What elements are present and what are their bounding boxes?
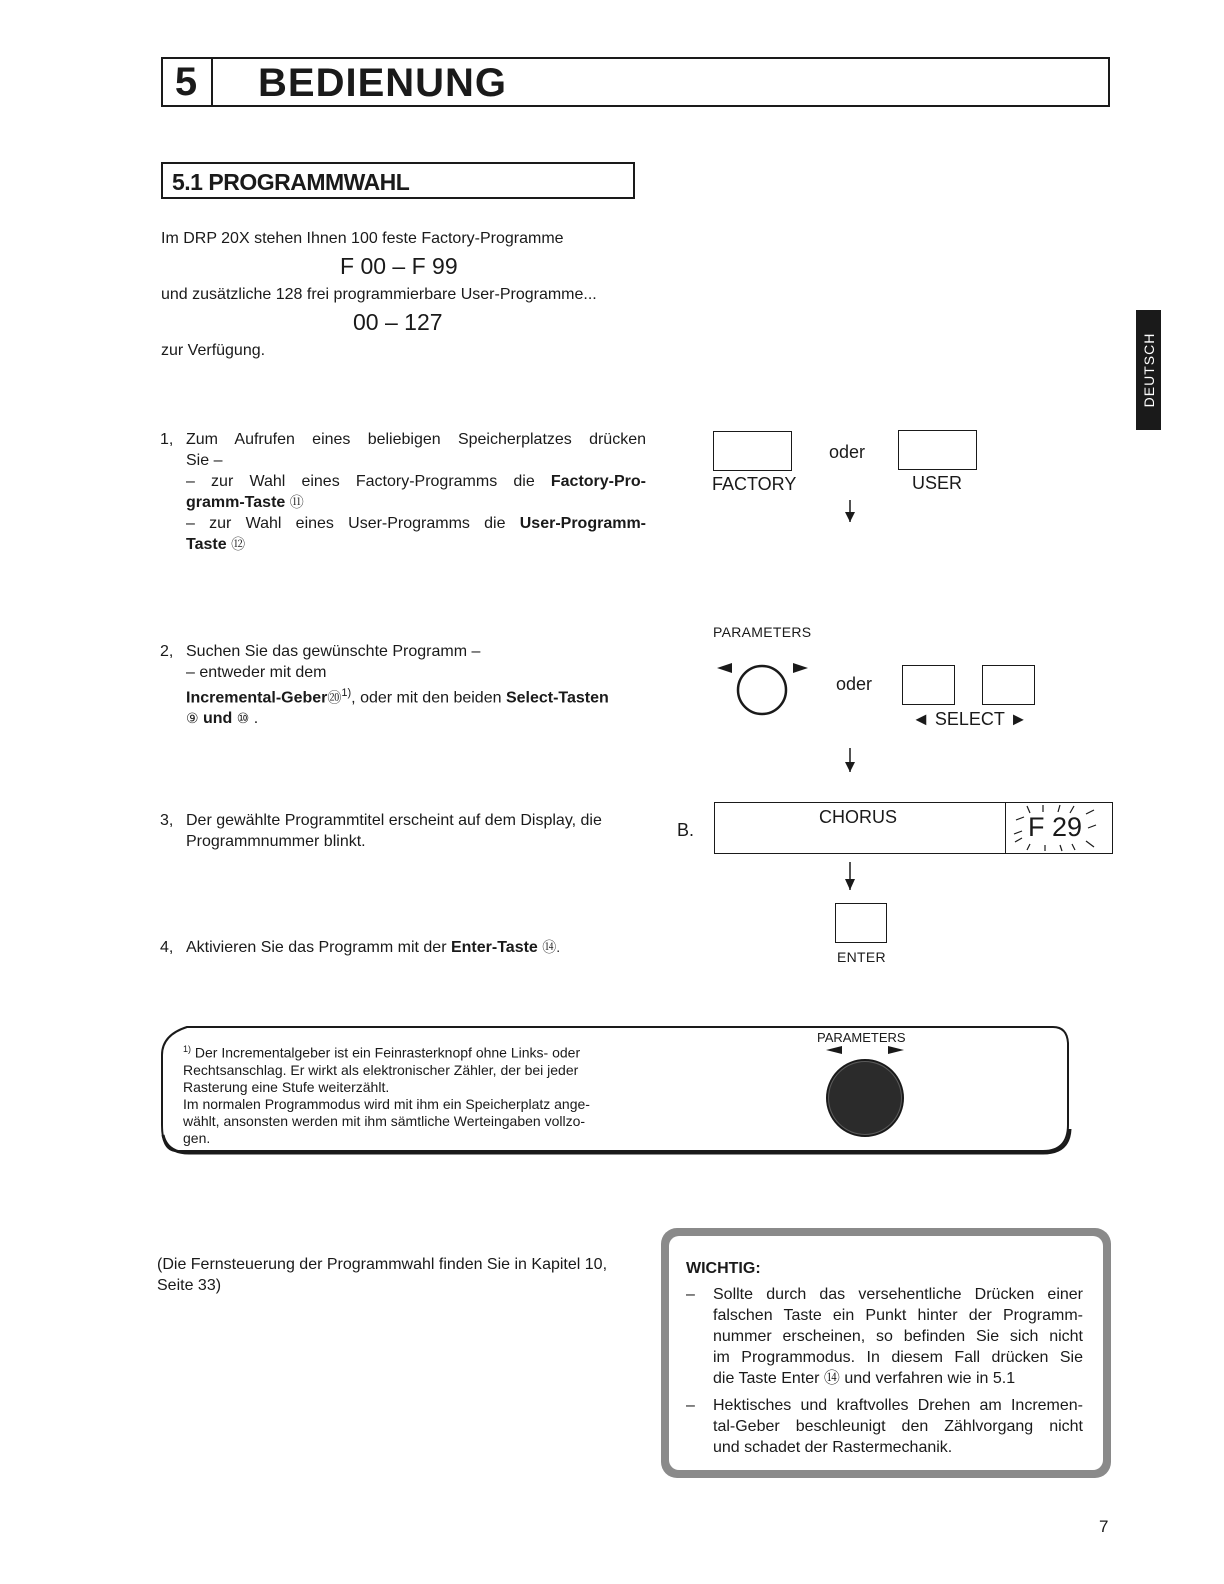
footnote-parameters-label: PARAMETERS: [817, 1030, 906, 1045]
user-key-name: User-Programm-: [519, 515, 646, 532]
factory-range: F 00 – F 99: [340, 253, 458, 279]
ref-14: ⑭.: [542, 939, 561, 955]
step-2: [160, 641, 646, 729]
ref-12: ⑫: [231, 536, 246, 552]
user-key-label: USER: [912, 473, 963, 493]
remote-note-line-1: (Die Fernsteuerung der Programmwahl finden Sie in Kapitel 10,: [157, 1256, 608, 1273]
footnote-line-6: gen.: [183, 1129, 211, 1146]
important-b2-line-1: Hektisches und kraftvolles Drehen am Incremen-: [713, 1397, 1083, 1414]
step-2-line-1: Suchen Sie das gewünschte Programm –: [186, 643, 481, 660]
important-b1-line-5: die Taste Enter ⑭ und verfahren wie in 5.1: [713, 1370, 1016, 1387]
step-1-text-2: – zur Wahl eines User-Programms die: [186, 515, 520, 532]
display-prefix: B.: [677, 820, 695, 840]
step-2-line-3: [186, 683, 646, 708]
parameters-label: PARAMETERS: [713, 624, 812, 640]
footnote-ref: 1): [341, 687, 352, 699]
step-1: [160, 429, 646, 555]
select-left-key[interactable]: [902, 665, 955, 705]
incremental-knob-icon[interactable]: [714, 658, 814, 725]
ref-9: ⑨: [186, 710, 199, 727]
step-2-line-4: [186, 708, 646, 729]
bullet-dash-2: –: [686, 1397, 695, 1414]
footnote-line-1: [183, 1041, 643, 1062]
remote-note-line-2: Seite 33): [157, 1277, 222, 1294]
footnote-line-4: Im normalen Programmodus wird mit ihm ein Speicherplatz ange-: [183, 1095, 590, 1112]
step-4-text: Aktivieren Sie das Programm mit der: [186, 939, 451, 956]
step-3: [160, 810, 646, 852]
important-b1-line-3: nummer erscheinen, so befinden Sie sich nicht: [713, 1328, 1083, 1345]
display-number: F 29: [1028, 812, 1083, 842]
enter-key-name: Enter-Taste: [450, 939, 538, 956]
important-bullet-2: [713, 1395, 1083, 1458]
user-key[interactable]: [898, 430, 977, 470]
ref-11: ⑪: [289, 494, 304, 510]
dial-knob-icon: [822, 1043, 912, 1143]
period: .: [249, 710, 259, 728]
language-tab-label: DEUTSCH: [1140, 332, 1157, 408]
section-title: 5.1 PROGRAMMWAHL: [172, 169, 410, 195]
intro-line-2: und zusätzliche 128 frei programmierbare User-Programme...: [161, 286, 597, 303]
footnote-sup: 1): [183, 1044, 192, 1054]
footnote-line-5: wählt, ansonsten werden mit ihm sämtliche Werteingaben vollzo-: [183, 1112, 586, 1129]
important-b2-line-3: und schadet der Rastermechanik.: [713, 1439, 953, 1456]
incremental-name: Incremental-Geber: [186, 689, 328, 707]
intro-line-1: Im DRP 20X stehen Ihnen 100 feste Factory-Programme: [161, 230, 564, 247]
important-title: WICHTIG:: [686, 1260, 761, 1277]
factory-key[interactable]: [713, 431, 792, 471]
step-3-line-1: Der gewählte Programmtitel erscheint auf dem Display, die: [186, 812, 602, 829]
step-2-line-2: – entweder mit dem: [186, 664, 327, 681]
oder-label-2: oder: [836, 674, 873, 694]
step-1-text: – zur Wahl eines Factory-Programms die: [186, 473, 551, 490]
factory-key-name: Factory-Pro-: [550, 473, 646, 490]
step-4-line-1: [186, 937, 646, 958]
intro-line-3: zur Verfügung.: [161, 342, 266, 359]
language-tab: [1136, 310, 1161, 430]
factory-key-name-cont: gramm-Taste: [186, 494, 286, 511]
select-keys-name: Select-Tasten: [505, 689, 609, 707]
step-1-line-5: [186, 513, 646, 534]
important-b1-line-4: im Programmodus. In diesem Fall drücken Sie: [713, 1349, 1083, 1366]
step-1-number: 1,: [160, 431, 174, 448]
ref-20: ⑳: [327, 689, 342, 706]
important-b1-line-2: falschen Taste ein Punkt hinter der Programm-: [713, 1307, 1083, 1324]
select-label: ◄ SELECT ►: [912, 709, 1028, 729]
step-2-number: 2,: [160, 643, 174, 660]
step-1-line-4: [186, 492, 646, 513]
enter-key-label: ENTER: [837, 949, 886, 965]
bullet-dash-1: –: [686, 1286, 695, 1303]
step-2-text: , oder mit den beiden: [351, 689, 506, 707]
ref-10: ⑩: [236, 710, 250, 727]
footnote-line-2: Rechtsanschlag. Er wirkt als elektronischer Zähler, der bei jeder: [183, 1061, 579, 1078]
important-b1-line-1: Sollte durch das versehentliche Drücken einer: [713, 1286, 1083, 1303]
step-3-line-2: Programmnummer blinkt.: [186, 833, 366, 850]
step-4: [160, 937, 646, 958]
important-b2-line-2: tal-Geber beschleunigt den Zählvorgang nicht: [713, 1418, 1083, 1435]
step-1-line-3: [186, 471, 646, 492]
factory-key-label: FACTORY: [712, 474, 797, 494]
footnote-line-1-text: Der Incrementalgeber ist ein Feinrasterknopf ohne Links- oder: [194, 1044, 581, 1061]
step-1-line-2: Sie –: [186, 452, 223, 469]
arrow-down-icon: [843, 862, 857, 896]
step-1-line-1: Zum Aufrufen eines beliebigen Speicherplatzes drücken: [186, 431, 646, 448]
footnote-line-3: Rasterung eine Stufe weiterzählt.: [183, 1078, 390, 1095]
display-title: CHORUS: [819, 807, 898, 827]
chapter-number: 5: [161, 57, 213, 107]
user-key-name-cont: Taste: [186, 536, 227, 553]
important-bullet-1: [713, 1284, 1083, 1389]
select-right-key[interactable]: [982, 665, 1035, 705]
step-4-number: 4,: [160, 939, 174, 956]
chapter-title: BEDIENUNG: [258, 61, 508, 105]
und: und: [198, 710, 237, 728]
footnote-text: [183, 1041, 643, 1147]
step-3-number: 3,: [160, 812, 174, 829]
arrow-down-icon: [843, 500, 857, 528]
enter-key[interactable]: [835, 903, 887, 943]
user-range: 00 – 127: [353, 309, 443, 335]
step-1-line-6: [186, 534, 646, 555]
page-number: 7: [1099, 1517, 1109, 1536]
arrow-down-icon: [843, 748, 857, 778]
oder-label-1: oder: [829, 442, 866, 462]
